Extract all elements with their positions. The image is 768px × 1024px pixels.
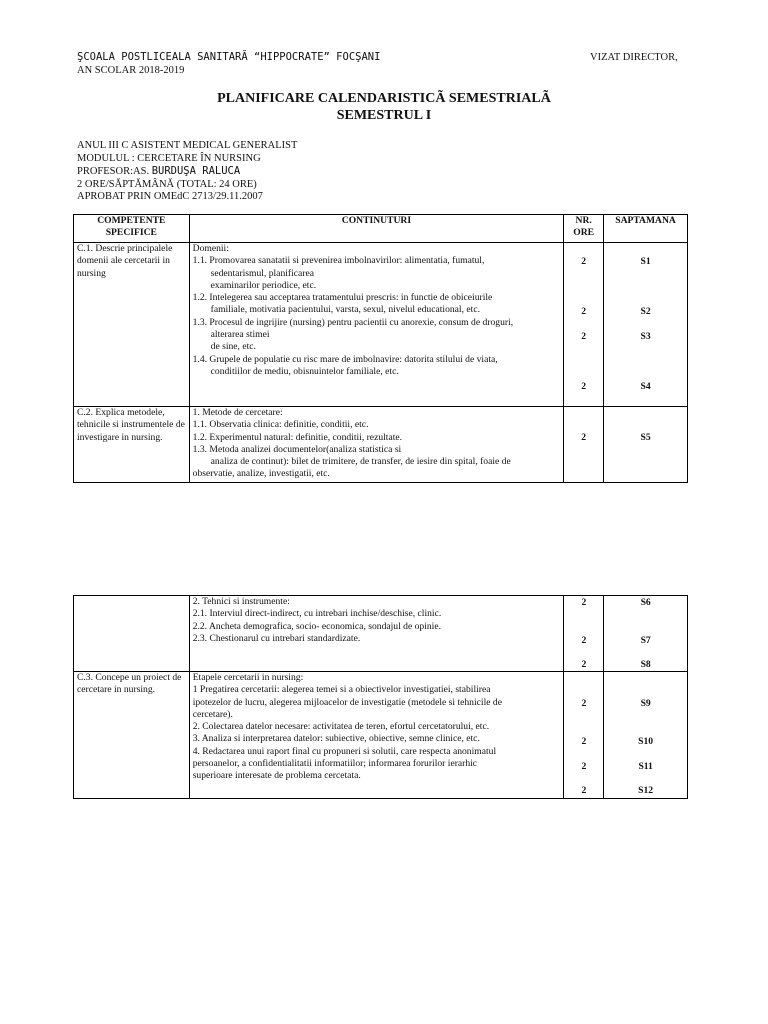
competence-c1: C.1. Descrie principalele domenii ale cercetarii in nursing xyxy=(74,243,190,407)
header-contents: CONTINUTURI xyxy=(189,215,564,243)
table-row xyxy=(74,596,688,672)
planning-table-1 xyxy=(73,214,688,483)
page-title: PLANIFICARE CALENDARISTICÃ SEMESTRIALÃ xyxy=(217,91,551,106)
module-line: MODULUL : CERCETARE ÎN NURSING xyxy=(77,152,261,164)
hours-c2b: 2 2 2 xyxy=(564,596,604,672)
weeks-c1: S1 S2 S3 S4 xyxy=(604,243,688,407)
weeks-c2b: S6 S7 S8 xyxy=(604,596,688,672)
contents-c2b: 2. Tehnici si instrumente: 2.1. Interviul direct-indirect, cu intrebari inchise/deschise, clinic. 2.2. Ancheta demografica, socio- economica, sondajul de opinie. 2.3. Chestionarul cu intrebari standardizate. xyxy=(189,596,564,672)
competence-c2: C.2. Explica metodele, tehnicile si instrumentele de investigare in nursing. xyxy=(74,407,190,483)
table-row xyxy=(74,243,688,407)
header-hours: NR. ORE xyxy=(564,215,604,243)
semester-title: SEMESTRUL I xyxy=(336,108,432,123)
header-week: SAPTAMANA xyxy=(604,215,688,243)
table-row xyxy=(74,407,688,483)
hours-c2: 2 xyxy=(564,407,604,483)
meta-block xyxy=(77,140,297,204)
contents-c3: Etapele cercetarii in nursing: 1 Pregatirea cercetarii: alegerea temei si a obiectivelor investigatiei, stabilirea ipotezelor de lucru, alegerea mijloacelor de investigatie (metodele si tehnicile de cercetare). 2. Colectarea datelor necesare: activitatea de teren, efortul cercetatorului, etc. 3. Analiza si interpretarea datelor: subiective, obiective, semne clinice, etc. 4. Redactarea unui raport final cu propuneri si solutii, care respecta anonimatul persoanelor, a confidentialitatii informatiilor; informarea forurilor ierarhic superioare interesate de problema cercetata. xyxy=(189,672,564,799)
hours-c3: 2 2 2 2 xyxy=(564,672,604,799)
competence-c3: C.3. Concepe un proiect de cercetare in nursing. xyxy=(74,672,190,799)
hours-line: 2 ORE/SĂPTĂMÂNĂ (TOTAL: 24 ORE) xyxy=(77,178,257,190)
hours-c1: 2 2 2 2 xyxy=(564,243,604,407)
weeks-c2: S5 xyxy=(604,407,688,483)
table-header-row xyxy=(74,215,688,243)
planning-table-2 xyxy=(73,595,688,799)
school-year: AN SCOLAR 2018-2019 xyxy=(77,65,185,76)
contents-c2: 1. Metode de cercetare: 1.1. Observatia clinica: definitie, conditii, etc. 1.2. Experimentul natural: definitie, conditii, rezultate. 1.3. Metoda analizei documentelor(analiza statistica si analiza de continut): bilet de trimitere, de transfer, de iesire din spital, foaie de observatie, analize, investigatii, etc. xyxy=(189,407,564,483)
header-competences: COMPETENTE SPECIFICE xyxy=(74,215,190,243)
weeks-c3: S9 S10 S11 S12 xyxy=(604,672,688,799)
director-approval: VIZAT DIRECTOR, xyxy=(590,52,678,63)
approved-line: APROBAT PRIN OMEdC 2713/29.11.2007 xyxy=(77,191,263,202)
teacher-prefix: PROFESOR:AS. xyxy=(77,166,150,177)
class-line: ANUL III C ASISTENT MEDICAL GENERALIST xyxy=(77,140,298,151)
teacher-name: BURDUŞA RALUCA xyxy=(151,165,241,177)
contents-c1: Domenii: 1.1. Promovarea sanatatii si prevenirea imbolnavirilor: alimentatia, fumatul, sedentarismul, planificarea examinarilor periodice, etc. 1.2. Intelegerea sau acceptarea tratamentului prescris: in functie de obiceiurile familiale, motivatia pacientului, varsta, sexul, nivelul educational, etc. 1.3. Procesul de ingrijire (nursing) pentru pacientii cu anorexie, consum de droguri, alterarea stimei de sine, etc. 1.4. Grupele de populatie cu risc mare de imbolnavire: datorita stilului de viata, conditiilor de mediu, obisnuintelor familiale, etc. xyxy=(189,243,564,407)
competence-c2-cont xyxy=(74,596,190,672)
school-name: ŞCOALA POSTLICEALA SANITARĂ “HIPPOCRATE” FOCŞANI xyxy=(77,51,381,63)
teacher-line xyxy=(77,165,297,179)
table-row xyxy=(74,672,688,799)
